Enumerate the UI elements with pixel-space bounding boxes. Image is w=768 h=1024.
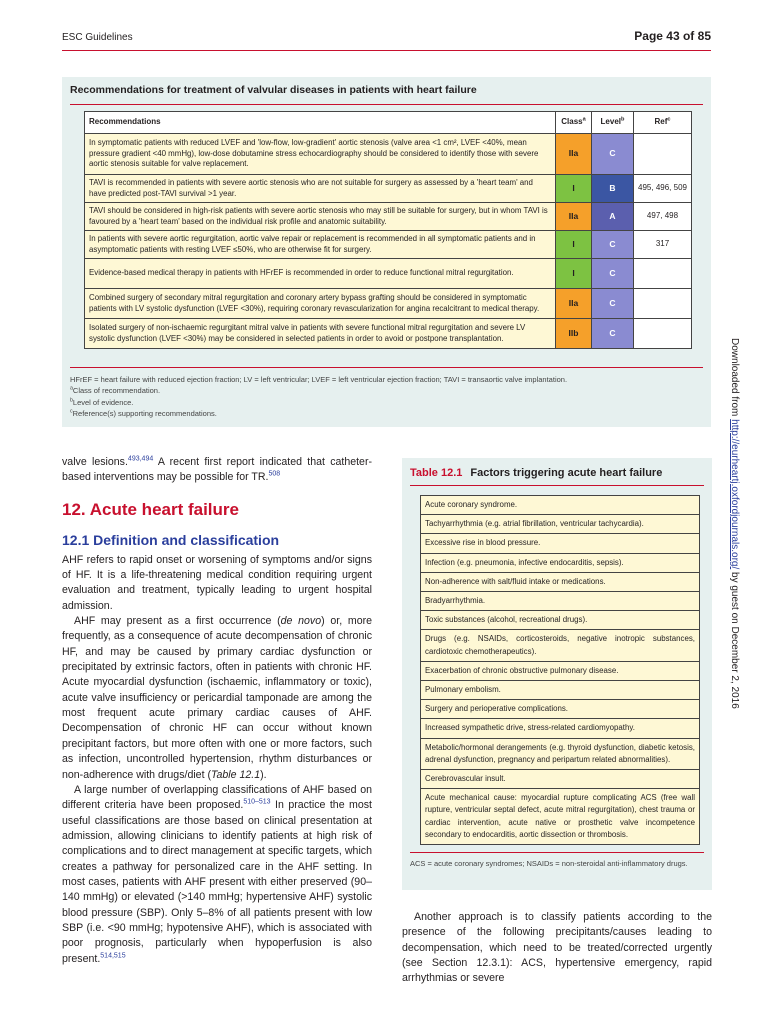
- recommendation-text: Combined surgery of secondary mitral regurgitation and coronary artery bypass grafting should be considered in symptomatic patients with LV systolic dysfunction (LVEF <30%), requiring coronary revascularization for angina recalcitrant to medical therapy.: [85, 289, 556, 319]
- recommendations-header-row: [85, 112, 692, 134]
- recommendations-title-rule: [70, 104, 703, 105]
- ref-cell: [634, 134, 692, 175]
- recommendation-text: TAVI should be considered in high-risk patients with severe aortic stenosis who may still be suitable for surgery, but in whom TAVI is favoured by a 'heart team' based on the individual risk profile and anatomic suitability.: [85, 203, 556, 231]
- header-rule: [62, 50, 711, 51]
- paragraph: AHF may present as a first occurrence (de novo) or, more frequently, as a consequence of acute decompensation of chronic HF, and may be caused by primary cardiac dysfunction or precipitated by extrinsic factors, often in patients with chronic HF. Acute myocardial dysfunction (ischaemic, inflammatory or toxic), acute valve insufficiency or pericardial tamponade are among the most frequent acute primary cardiac causes of AHF. Decompensation of chronic HF can occur without known precipitant factors, but more often with one or more factors, such as infection, uncontrolled hypertension, rhythm disturbances or non-adherence with drugs/diet (Table 12.1).: [62, 615, 373, 781]
- table-note-rule: [410, 852, 704, 853]
- level-cell: C: [592, 319, 634, 349]
- class-cell: I: [556, 175, 592, 203]
- recommendation-text: In patients with severe aortic regurgitation, aortic valve repair or replacement is recommended in all symptomatic patients and in asymptomatic patients with resting LVEF ≤50%, who are otherwise fit for surgery.: [85, 231, 556, 259]
- class-cell: IIb: [556, 319, 592, 349]
- list-item: Metabolic/hormonal derangements (e.g. thyroid dysfunction, diabetic ketosis, adrenal dysfunction, pregnancy and peripartum related abnormalities).: [421, 739, 699, 770]
- paragraph: A large number of overlapping classifications of AHF based on different criteria have been proposed.$^{510-513}$ In practice the most useful classifications are those based on clinical presentation at admission, allowing clinicians to identify patients at high risk of complications and to direct management at specific targets, which creates a pathway for personalized care in the AHF setting. In most cases, patients with AHF present with either preserved (90–140 mmHg) or elevated (>140 mmHg; hypertensive AHF) systolic blood pressure (SBP). Only 5–8% of all patients present with low SBP (i.e. <90 mmHg; hypotensive AHF), which is associated with poor prognosis, particularly when hypoperfusion is also present.$^{514,515}$: [62, 783, 372, 965]
- recommendation-row: [85, 319, 692, 349]
- level-cell: C: [592, 134, 634, 175]
- list-item: Surgery and perioperative complications.: [421, 700, 699, 719]
- recommendation-row: [85, 175, 692, 203]
- list-item: Drugs (e.g. NSAIDs, corticosteroids, negative inotropic substances, cardiotoxic chemotherapeutics).: [421, 630, 699, 661]
- recommendation-text: Evidence-based medical therapy in patients with HFrEF is recommended in order to reduce functional mitral regurgitation.: [85, 259, 556, 289]
- list-item: Toxic substances (alcohol, recreational drugs).: [421, 611, 699, 630]
- download-side-note: Downloaded from http://eurheartj.oxfordjournals.org/ by guest on December 2, 2016: [729, 338, 740, 709]
- recommendation-text: In symptomatic patients with reduced LVEF and 'low-flow, low-gradient' aortic stenosis (valve area <1 cm², LVEF <40%, mean pressure gradient <40 mmHg), low-dose dobutamine stress echocardiography should be considered to identify those with severe aortic stenosis suitable for valve replacement.: [85, 134, 556, 175]
- recommendation-row: [85, 231, 692, 259]
- intro-paragraph: valve lesions.$^{493,494}$ A recent first report indicated that catheter-based interventions may be possible for TR.$^{508}$: [62, 455, 372, 484]
- level-cell: A: [592, 203, 634, 231]
- list-item: Excessive rise in blood pressure.: [421, 534, 699, 553]
- right-column: [402, 910, 712, 987]
- journal-link[interactable]: http://eurheartj.oxfordjournals.org/: [729, 419, 740, 570]
- class-cell: IIa: [556, 203, 592, 231]
- level-cell: C: [592, 289, 634, 319]
- list-item: Acute coronary syndrome.: [421, 496, 699, 515]
- class-cell: IIa: [556, 134, 592, 175]
- section-heading: 12. Acute heart failure: [62, 499, 239, 519]
- col-header-recommendations: Recommendations: [85, 112, 556, 134]
- citation-link[interactable]: 514,515: [100, 952, 126, 960]
- list-item: Infection (e.g. pneumonia, infective endocarditis, sepsis).: [421, 554, 699, 573]
- recommendations-box: [62, 77, 711, 427]
- list-item: Cerebrovascular insult.: [421, 770, 699, 789]
- table-12-1-note: ACS = acute coronary syndromes; NSAIDs = non-steroidal anti-inflammatory drugs.: [410, 859, 688, 868]
- recommendation-row: [85, 203, 692, 231]
- level-cell: C: [592, 231, 634, 259]
- list-item: Pulmonary embolism.: [421, 681, 699, 700]
- table-title-rule: [410, 485, 704, 486]
- class-cell: IIa: [556, 289, 592, 319]
- ref-cell: [634, 259, 692, 289]
- ref-cell: 495, 496, 509: [634, 175, 692, 203]
- recommendations-notes: [70, 374, 567, 419]
- running-header: ESC Guidelines: [62, 32, 133, 43]
- list-item: Exacerbation of chronic obstructive pulmonary disease.: [421, 662, 699, 681]
- paragraph: Another approach is to classify patients according to the presence of the following precipitants/causes leading to decompensation, which need to be treated/corrected urgently (see Section 12.3.1): ACS, hypertensive emergency, rapid arrhythmias or severe: [402, 911, 712, 985]
- table-12-1-box: [402, 458, 712, 890]
- recommendations-table: [84, 111, 692, 349]
- paragraph: AHF refers to rapid onset or worsening of symptoms and/or signs of HF. It is a life-threatening medical condition requiring urgent evaluation and treatment, typically leading to urgent hospital admission.: [62, 553, 372, 612]
- table-12-1-title: Table 12.1 Factors triggering acute heart failure: [410, 467, 663, 479]
- list-item: Bradyarrhythmia.: [421, 592, 699, 611]
- class-cell: I: [556, 231, 592, 259]
- level-cell: B: [592, 175, 634, 203]
- list-item: Acute mechanical cause: myocardial rupture complicating ACS (free wall rupture, ventricular septal defect, acute mitral regurgitation), chest trauma or cardiac intervention, acute native or prosthetic valve incompetence secondary to endocarditis, aortic dissection or thrombosis.: [421, 789, 699, 845]
- class-cell: I: [556, 259, 592, 289]
- footnote-c: $^c$Reference(s) supporting recommendations.: [70, 408, 217, 418]
- ref-cell: 497, 498: [634, 203, 692, 231]
- footnote-b: $^b$Level of evidence.: [70, 397, 134, 407]
- recommendation-row: [85, 259, 692, 289]
- abbreviations-note: HFrEF = heart failure with reduced ejection fraction; LV = left ventricular; LVEF = left ventricular ejection fraction; TAVI = transaortic valve implantation.: [70, 375, 568, 384]
- col-header-level: Level$^b$: [592, 112, 634, 134]
- list-item: Increased sympathetic drive, stress-related cardiomyopathy.: [421, 719, 699, 738]
- list-item: Tachyarrhythmia (e.g. atrial fibrillation, ventricular tachycardia).: [421, 515, 699, 534]
- triggering-factors-list: [420, 495, 700, 845]
- col-header-ref: Ref$^c$: [634, 112, 692, 134]
- page-number: Page 43 of 85: [634, 29, 711, 43]
- citation-link[interactable]: 508: [268, 470, 281, 478]
- citation-link[interactable]: 493,494: [127, 455, 154, 463]
- citation-link[interactable]: 510–513: [243, 798, 271, 806]
- left-column: [62, 455, 372, 967]
- ref-cell: 317: [634, 231, 692, 259]
- footnote-a: $^a$Class of recommendation.: [70, 385, 161, 396]
- recommendation-row: [85, 134, 692, 175]
- recommendations-title: Recommendations for treatment of valvular diseases in patients with heart failure: [70, 84, 477, 96]
- subsection-heading: 12.1 Definition and classification: [62, 531, 280, 548]
- table-reference-link[interactable]: Table 12.1: [211, 768, 261, 781]
- recommendation-row: [85, 289, 692, 319]
- notes-rule: [70, 367, 703, 368]
- ref-cell: [634, 319, 692, 349]
- ref-cell: [634, 289, 692, 319]
- list-item: Non-adherence with salt/fluid intake or medications.: [421, 573, 699, 592]
- col-header-class: Class$^a$: [556, 112, 592, 134]
- recommendation-text: Isolated surgery of non-ischaemic regurgitant mitral valve in patients with severe functional mitral regurgitation and severe LV systolic dysfunction (LVEF <30%) may be considered in selected patients in order to avoid or postpone transplantation.: [85, 319, 556, 349]
- level-cell: C: [592, 259, 634, 289]
- recommendation-text: TAVI is recommended in patients with severe aortic stenosis who are not suitable for surgery as assessed by a 'heart team' and have predicted post-TAVI survival >1 year.: [85, 175, 556, 203]
